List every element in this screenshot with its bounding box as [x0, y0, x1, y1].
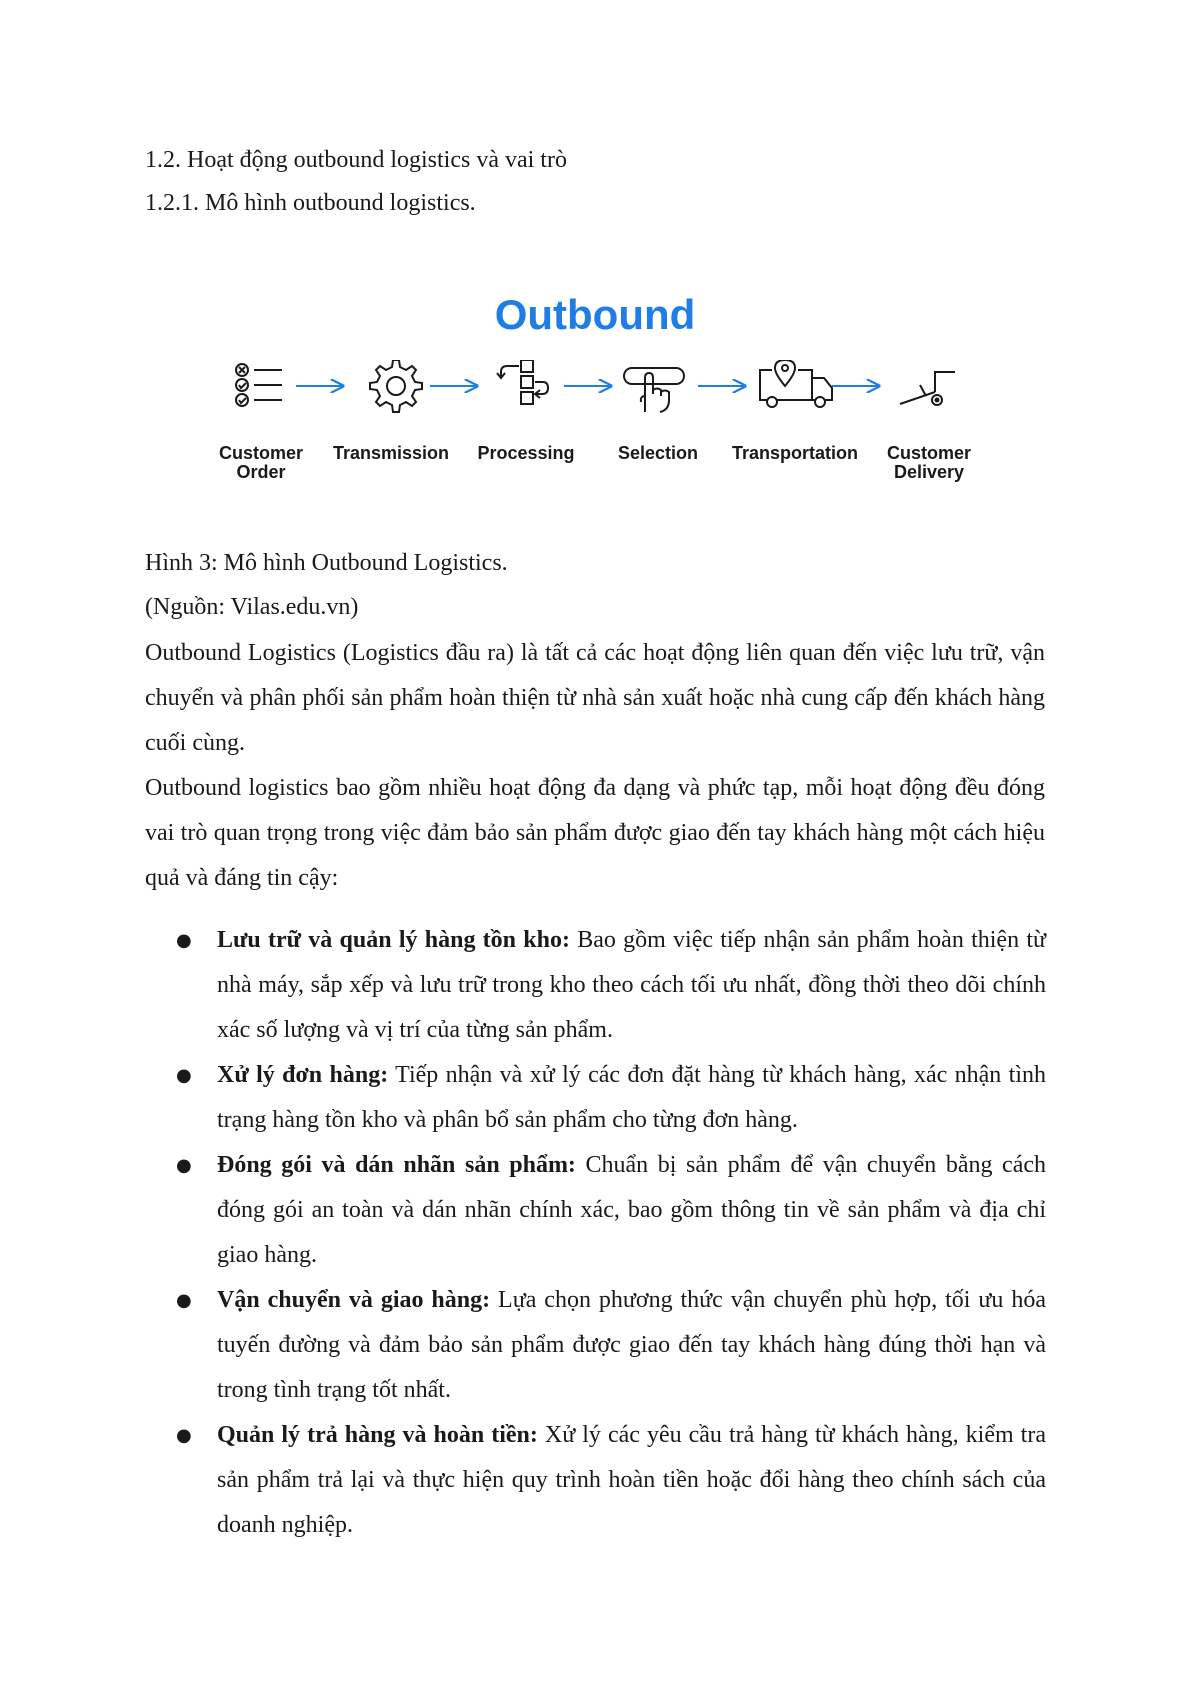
bullet-icon: ●: [176, 1290, 192, 1311]
gear-icon: [370, 360, 422, 412]
step-label-selection: Selection: [617, 443, 699, 463]
step-label-transmission: Transmission: [332, 443, 450, 463]
activities-list: [176, 918, 1046, 1548]
list-item-title: Đóng gói và dán nhãn sản phẩm:: [217, 1152, 576, 1178]
list-item-title: Xử lý đơn hàng:: [217, 1062, 389, 1088]
step-label-transportation: Transportation: [731, 443, 858, 463]
step-label-processing: Processing: [477, 443, 575, 463]
subsection-heading: 1.2.1. Mô hình outbound logistics.: [145, 190, 476, 216]
list-item-text: Tiếp nhận và xử lý các đơn đặt hàng từ khách hàng, xác nhận tình trạng hàng tồn kho và phân bổ sản phẩm cho từng đơn hàng.: [217, 1062, 1047, 1133]
step-label-customer-order: Customer Order: [218, 443, 303, 482]
hand-truck-icon: [900, 372, 955, 405]
step-label-customer-delivery: Customer Delivery: [886, 443, 971, 482]
flow-boxes-icon: [497, 360, 548, 404]
section-heading: 1.2. Hoạt động outbound logistics và vai trò: [145, 147, 567, 173]
figure-source: (Nguồn: Vilas.edu.vn): [145, 594, 359, 620]
list-item-title: Lưu trữ và quản lý hàng tồn kho:: [217, 927, 570, 953]
hand-pointer-icon: [624, 368, 684, 412]
checklist-icon: [236, 364, 282, 406]
list-item: [176, 1053, 1046, 1143]
figure-title: Outbound: [494, 291, 696, 338]
list-item: [176, 1278, 1046, 1413]
bullet-icon: ●: [176, 1065, 192, 1086]
outbound-figure: [200, 280, 1000, 500]
list-item-title: Quản lý trả hàng và hoàn tiền:: [217, 1422, 538, 1448]
list-item-text: Bao gồm việc tiếp nhận sản phẩm hoàn thiện từ nhà máy, sắp xếp và lưu trữ trong kho theo cách tối ưu nhất, đồng thời theo dõi chính xác số lượng và vị trí của từng sản phẩm.: [217, 927, 1046, 1043]
truck-location-icon: [760, 360, 832, 407]
list-item-text: Xử lý các yêu cầu trả hàng từ khách hàng, kiểm tra sản phẩm trả lại và thực hiện quy trình hoàn tiền hoặc đổi hàng theo chính sách của doanh nghiệp.: [217, 1422, 1046, 1538]
bullet-icon: ●: [176, 1425, 192, 1446]
bullet-icon: ●: [176, 1155, 192, 1176]
list-item-title: Vận chuyển và giao hàng:: [217, 1287, 491, 1313]
list-item-text: Chuẩn bị sản phẩm để vận chuyển bằng cách đóng gói an toàn và dán nhãn chính xác, bao gồm thông tin về sản phẩm và địa chỉ giao hàng.: [217, 1152, 1047, 1268]
paragraph-definition: Outbound Logistics (Logistics đầu ra) là tất cả các hoạt động liên quan đến việc lưu trữ, vận chuyển và phân phối sản phẩm hoàn thiện từ nhà sản xuất hoặc nhà cung cấp đến khách hàng cuối cùng.: [145, 640, 1045, 756]
bullet-icon: ●: [176, 930, 192, 951]
list-item: [176, 918, 1046, 1053]
outbound-flow-diagram: [200, 360, 1000, 440]
list-item: [176, 1413, 1046, 1548]
paragraph-overview: Outbound logistics bao gồm nhiều hoạt động đa dạng và phức tạp, mỗi hoạt động đều đóng vai trò quan trọng trong việc đảm bảo sản phẩm được giao đến tay khách hàng một cách hiệu quả và đáng tin cậy:: [145, 775, 1045, 891]
list-item-text: Lựa chọn phương thức vận chuyển phù hợp, tối ưu hóa tuyến đường và đảm bảo sản phẩm được giao đến tay khách hàng đúng thời hạn và trong tình trạng tốt nhất.: [217, 1287, 1046, 1403]
figure-caption: Hình 3: Mô hình Outbound Logistics.: [145, 550, 508, 576]
list-item: [176, 1143, 1046, 1278]
